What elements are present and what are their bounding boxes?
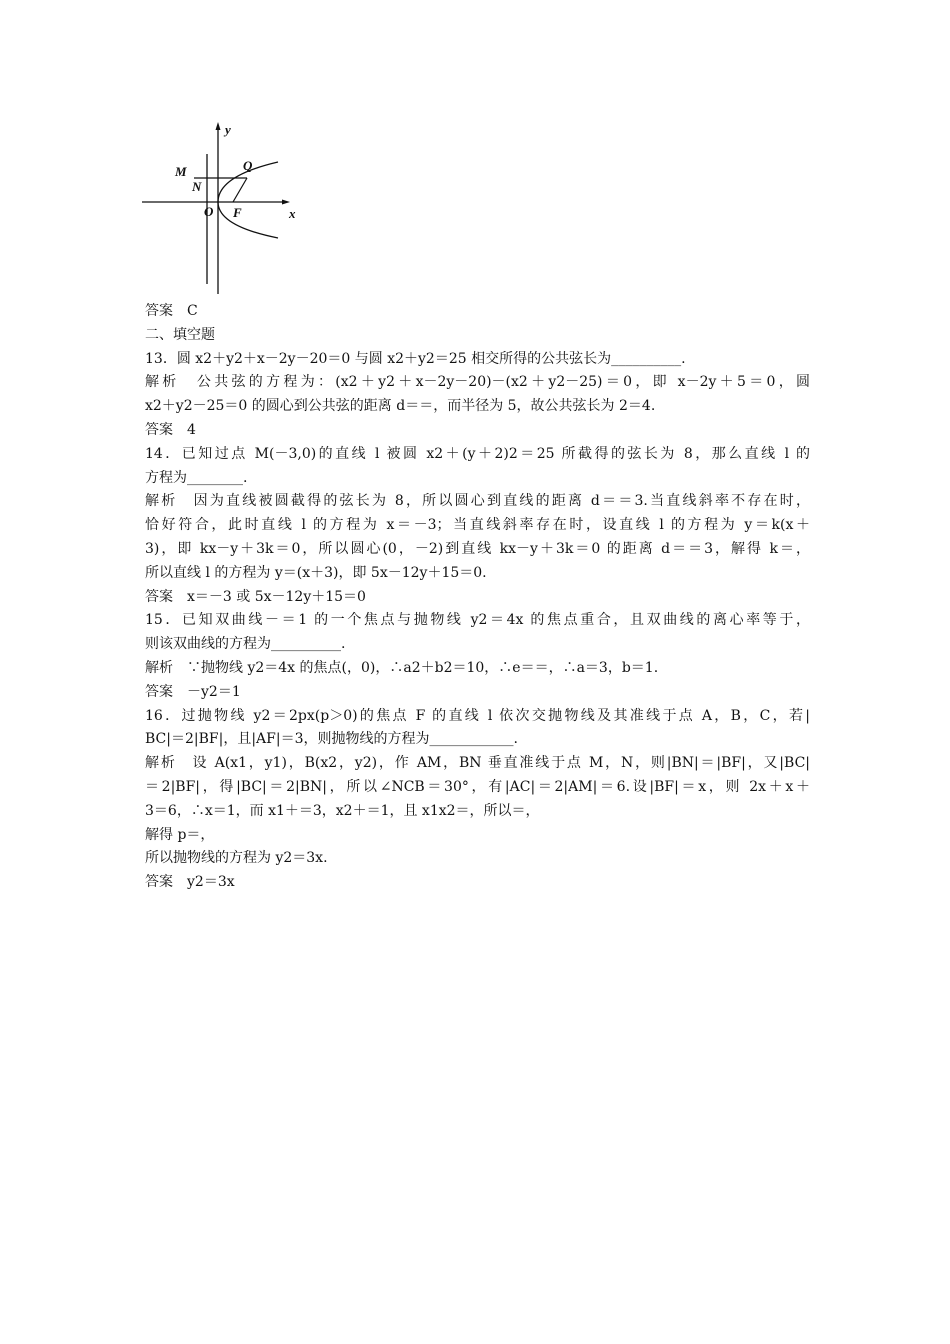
- question-15-line-2: 则该双曲线的方程为__________.: [145, 636, 346, 653]
- solution-16-line-4: 解得 p＝，: [145, 826, 215, 843]
- document-body: [145, 300, 810, 895]
- answer-12: 答案 C: [145, 303, 198, 319]
- line-fq: [233, 178, 247, 202]
- label-f: F: [233, 205, 242, 220]
- answer-14: 答案 x＝－3 或 5x－12y＋15＝0: [145, 588, 366, 605]
- solution-16-line-2: ＝2|BF|，得|BC|＝2|BN|，所以∠NCB＝30°，有|AC|＝2|AM|＝6.设|BF|＝x，则 2x＋x＋: [145, 778, 810, 795]
- answer-13: 答案 4: [145, 421, 196, 438]
- solution-14-line-3: 3)，即 kx－y＋3k＝0，所以圆心(0，－2)到直线 kx－y＋3k＝0 的距离 d＝＝3，解得 k＝，: [145, 540, 810, 557]
- question-14-line-1: 14．已知过点 M(－3,0)的直线 l 被圆 x2＋(y＋2)2＝25 所截得的弦长为 8，那么直线 l 的: [145, 445, 810, 462]
- question-15-line-1: 15．已知双曲线－＝1 的一个焦点与抛物线 y2＝4x 的焦点重合，且双曲线的离心率等于，: [145, 612, 810, 629]
- solution-16-line-1: 解析 设 A(x1，y1)，B(x2，y2)，作 AM，BN 垂直准线于点 M，N，则|BN|＝|BF|，又|BC|: [145, 755, 810, 772]
- solution-15: 解析 ∵抛物线 y2＝4x 的焦点(，0)，∴a2＋b2＝10，∴e＝＝，∴a＝3，b＝1.: [145, 659, 659, 676]
- label-q: Q: [243, 158, 253, 173]
- label-x: x: [289, 206, 296, 221]
- solution-13-line-1: 解析 公共弦的方程为：(x2＋y2＋x－2y－20)－(x2＋y2－25)＝0，即 x－2y＋5＝0，圆: [145, 374, 810, 391]
- question-16-line-2: BC|＝2|BF|，且|AF|＝3，则抛物线的方程为____________.: [145, 731, 518, 748]
- question-14-line-2: 方程为________.: [145, 469, 248, 486]
- x-axis-arrow: [282, 200, 290, 205]
- question-16-line-1: 16．过抛物线 y2＝2px(p＞0)的焦点 F 的直线 l 依次交抛物线及其准线于点 A，B，C，若|: [145, 707, 810, 724]
- section-heading: 二、填空题: [145, 326, 215, 343]
- label-y: y: [225, 122, 231, 137]
- solution-14-line-4: 所以直线 l 的方程为 y＝(x＋3)，即 5x－12y＋15＝0.: [145, 564, 487, 581]
- solution-16-line-5: 所以抛物线的方程为 y2＝3x.: [145, 850, 328, 867]
- solution-14-line-1: 解析 因为直线被圆截得的弦长为 8，所以圆心到直线的距离 d＝＝3.当直线斜率不存在时，: [145, 493, 810, 510]
- y-axis-arrow: [216, 122, 221, 130]
- answer-15: 答案 －y2＝1: [145, 683, 241, 700]
- label-o: O: [204, 204, 214, 219]
- parabola-figure: [140, 118, 310, 298]
- answer-16: 答案 y2＝3x: [145, 874, 235, 891]
- solution-13-line-2: x2＋y2－25＝0 的圆心到公共弦的距离 d＝＝，而半径为 5，故公共弦长为 2＝4.: [145, 398, 656, 415]
- label-n: N: [192, 179, 202, 194]
- parabola-curve: [218, 162, 278, 238]
- solution-16-line-3: 3＝6，∴x＝1，而 x1＋＝3，x2＋＝1，且 x1x2＝，所以＝，: [145, 802, 540, 819]
- parabola-diagram: [140, 118, 310, 298]
- label-m: M: [175, 164, 187, 179]
- question-13: 13．圆 x2＋y2＋x－2y－20＝0 与圆 x2＋y2＝25 相交所得的公共弦长为__________.: [145, 350, 686, 367]
- solution-14-line-2: 恰好符合，此时直线 l 的方程为 x＝－3；当直线斜率存在时，设直线 l 的方程为 y＝k(x＋: [145, 517, 810, 534]
